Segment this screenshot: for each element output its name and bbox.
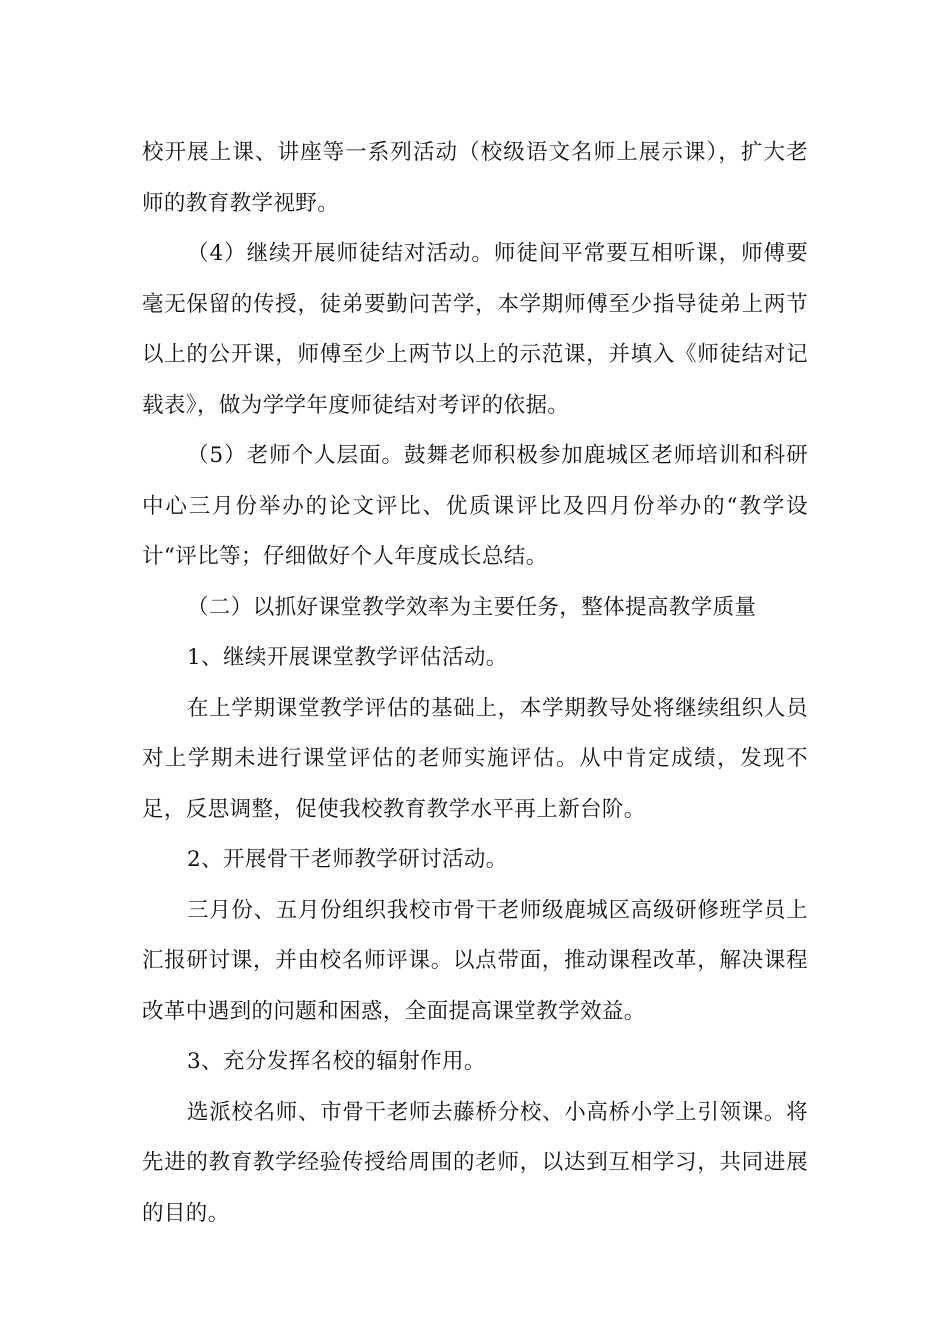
- paragraph-classroom-assessment: 在上学期课堂教学评估的基础上，本学期教导处将继续组织人员对上学期未进行课堂评估的老师实施评估。从中肯定成绩，发现不足，反思调整，促使我校教育教学水平再上新台阶。: [142, 695, 808, 822]
- item-heading-radiation-effect: 3、充分发挥名校的辐射作用。: [187, 1049, 486, 1074]
- paragraph-key-teacher-research: 三月份、五月份组织我校市骨干老师级鹿城区高级研修班学员上汇报研讨课，并由校名师评课。以点带面，推动课程改革，解决课程改革中遇到的问题和困惑，全面提高课堂教学效益。: [142, 897, 808, 1024]
- section-heading-classroom-efficiency: （二）以抓好课堂教学效率为主要任务，整体提高教学质量: [187, 594, 757, 620]
- paragraph-teacher-individual: （5）老师个人层面。鼓舞老师积极参加鹿城区老师培训和科研中心三月份举办的论文评比、优质课评比及四月份举办的“教学设计“评比等；仔细做好个人年度成长总结。: [142, 443, 808, 569]
- paragraph-continuation: 校开展上课、讲座等一系列活动（校级语文名师上展示课），扩大老师的教育教学视野。: [142, 140, 808, 216]
- paragraph-mentor-pairing: （4）继续开展师徒结对活动。师徒间平常要互相听课，师傅要毫无保留的传授，徒弟要勤问苦学，本学期师傅至少指导徒弟上两节以上的公开课，师傅至少上两节以上的示范课，并填入《师徒结对记载表》，做为学学年度师徒结对考评的依据。: [142, 241, 808, 418]
- paragraph-radiation-effect: 选派校名师、市骨干老师去藤桥分校、小高桥小学上引领课。将先进的教育教学经验传授给周围的老师，以达到互相学习，共同进展的目的。: [142, 1099, 808, 1226]
- item-heading-classroom-assessment: 1、继续开展课堂教学评估活动。: [187, 645, 508, 670]
- document-body: [142, 128, 808, 1239]
- item-heading-key-teacher-research: 2、开展骨干老师教学研讨活动。: [187, 847, 508, 872]
